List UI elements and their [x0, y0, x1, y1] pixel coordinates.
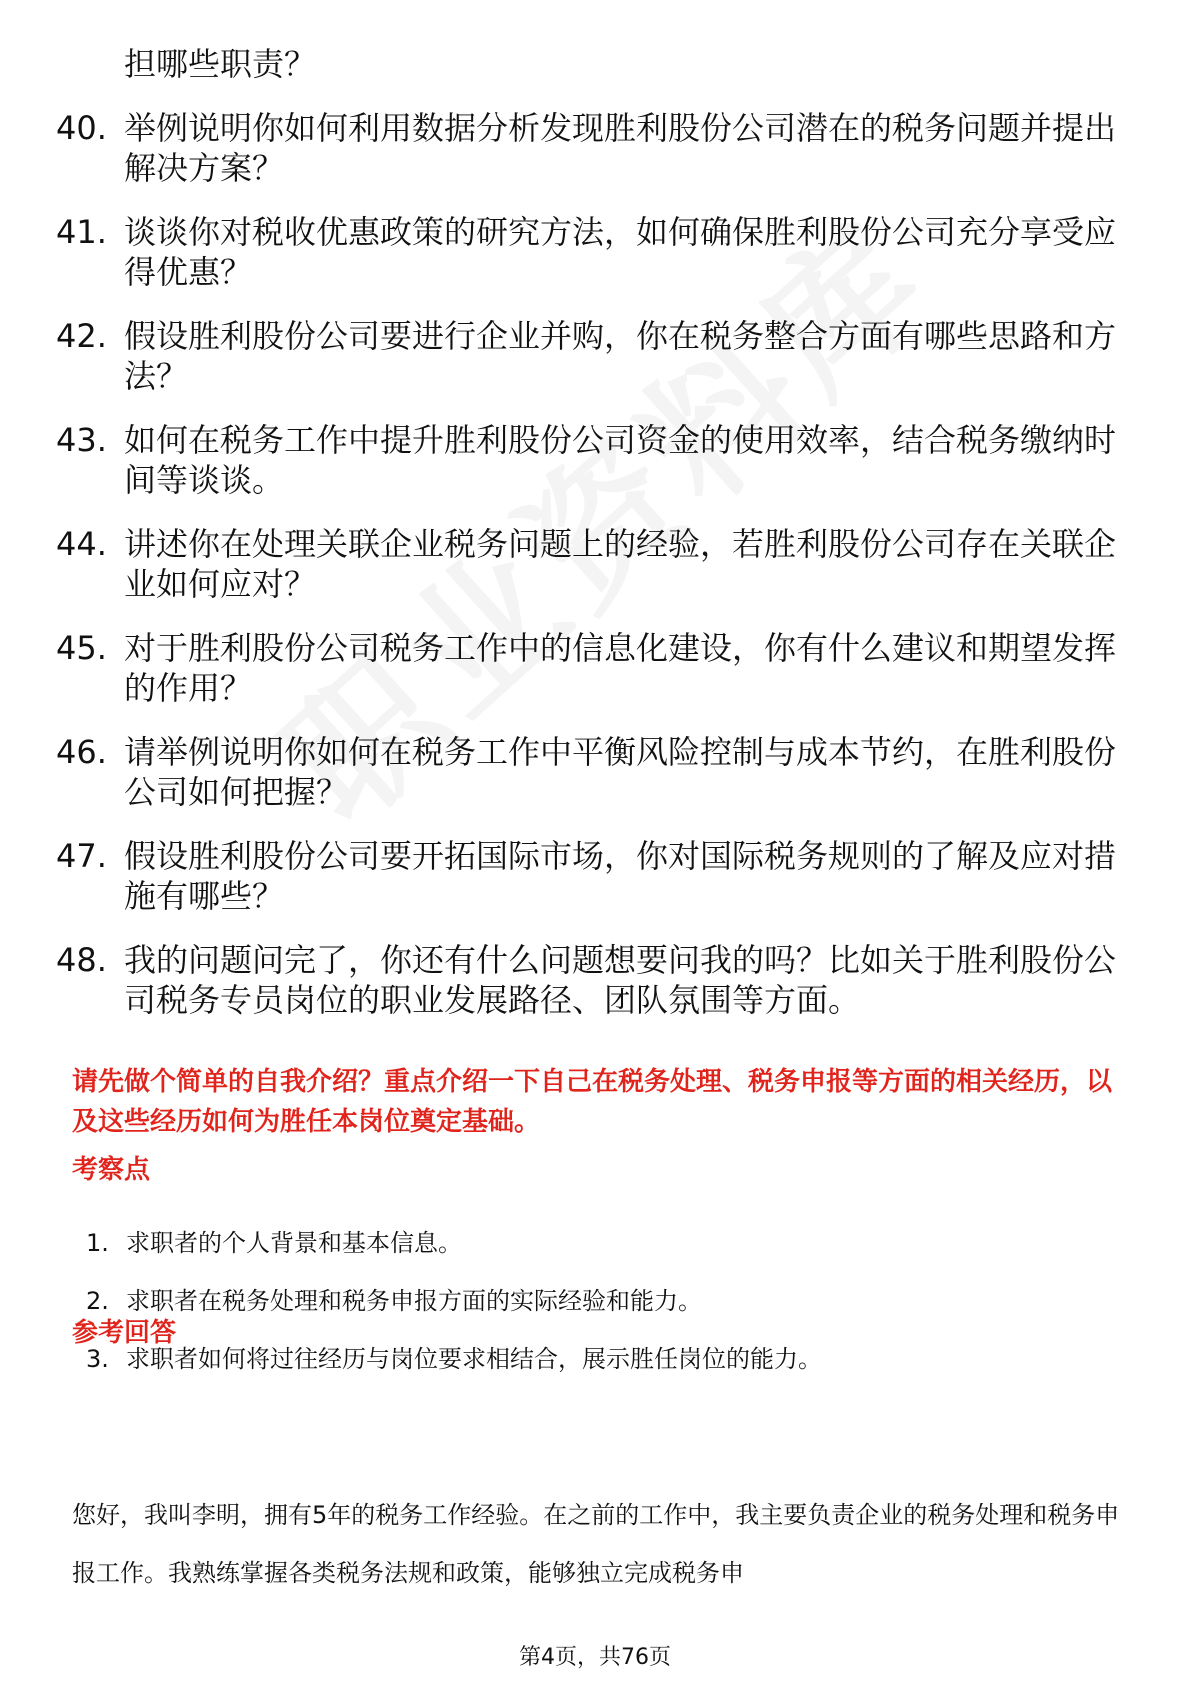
points-list	[86, 1226, 1126, 1400]
question-number: 46.	[56, 733, 107, 771]
question-number: 45.	[56, 629, 107, 667]
question-text: 如何在税务工作中提升胜利股份公司资金的使用效率，结合税务缴纳时间等谈谈。	[124, 421, 1117, 499]
question-text: 谈谈你对税收优惠政策的研究方法，如何确保胜利股份公司充分享受应得优惠？	[124, 213, 1117, 291]
section-heading-points: 考察点	[72, 1155, 151, 1185]
question-text: 对于胜利股份公司税务工作中的信息化建设，你有什么建议和期望发挥的作用？	[124, 629, 1117, 707]
question-item	[56, 836, 1136, 916]
question-number: 48.	[56, 941, 107, 979]
question-number: 40.	[56, 109, 107, 147]
question-text: 担哪些职责？	[124, 45, 317, 83]
section-heading-answer: 参考回答	[72, 1318, 177, 1348]
point-text: 求职者在税务处理和税务申报方面的实际经验和能力。	[126, 1287, 702, 1315]
point-text: 求职者的个人背景和基本信息。	[126, 1229, 462, 1257]
point-item	[86, 1342, 1126, 1376]
question-item	[56, 316, 1136, 396]
question-item	[56, 108, 1136, 188]
point-number: 2.	[86, 1287, 109, 1315]
question-title: 请先做个简单的自我介绍？重点介绍一下自己在税务处理、税务申报等方面的相关经历，以及这些经历如何为胜任本岗位奠定基础。	[72, 1067, 1113, 1137]
question-number: 47.	[56, 837, 107, 875]
question-number: 42.	[56, 317, 107, 355]
question-item	[56, 732, 1136, 812]
question-item	[56, 420, 1136, 500]
question-item	[56, 212, 1136, 292]
question-list	[56, 44, 1136, 1044]
answer-text: 您好，我叫李明，拥有5年的税务工作经验。在之前的工作中，我主要负责企业的税务处理和税务申报工作。我熟练掌握各类税务法规和政策，能够独立完成税务申	[72, 1501, 1120, 1587]
question-text: 我的问题问完了，你还有什么问题想要问我的吗？比如关于胜利股份公司税务专员岗位的职业发展路径、团队氛围等方面。	[124, 941, 1117, 1019]
point-number: 1.	[86, 1229, 109, 1257]
question-item	[56, 524, 1136, 604]
question-number: 44.	[56, 525, 107, 563]
point-number: 3.	[86, 1345, 109, 1373]
question-number: 41.	[56, 213, 107, 251]
question-text: 假设胜利股份公司要进行企业并购，你在税务整合方面有哪些思路和方法？	[124, 317, 1117, 395]
question-text: 讲述你在处理关联企业税务问题上的经验，若胜利股份公司存在关联企业如何应对？	[124, 525, 1117, 603]
point-text: 求职者如何将过往经历与岗位要求相结合，展示胜任岗位的能力。	[126, 1345, 822, 1373]
question-text: 举例说明你如何利用数据分析发现胜利股份公司潜在的税务问题并提出解决方案？	[124, 109, 1117, 187]
question-item	[56, 628, 1136, 708]
page-footer: 第4页，共76页	[519, 1645, 671, 1670]
question-text: 请举例说明你如何在税务工作中平衡风险控制与成本节约，在胜利股份公司如何把握？	[124, 733, 1117, 811]
question-number: 43.	[56, 421, 107, 459]
question-item	[56, 44, 1136, 84]
question-text: 假设胜利股份公司要开拓国际市场，你对国际税务规则的了解及应对措施有哪些？	[124, 837, 1117, 915]
point-item	[86, 1226, 1126, 1260]
question-item	[56, 940, 1136, 1020]
point-item	[86, 1284, 1126, 1318]
